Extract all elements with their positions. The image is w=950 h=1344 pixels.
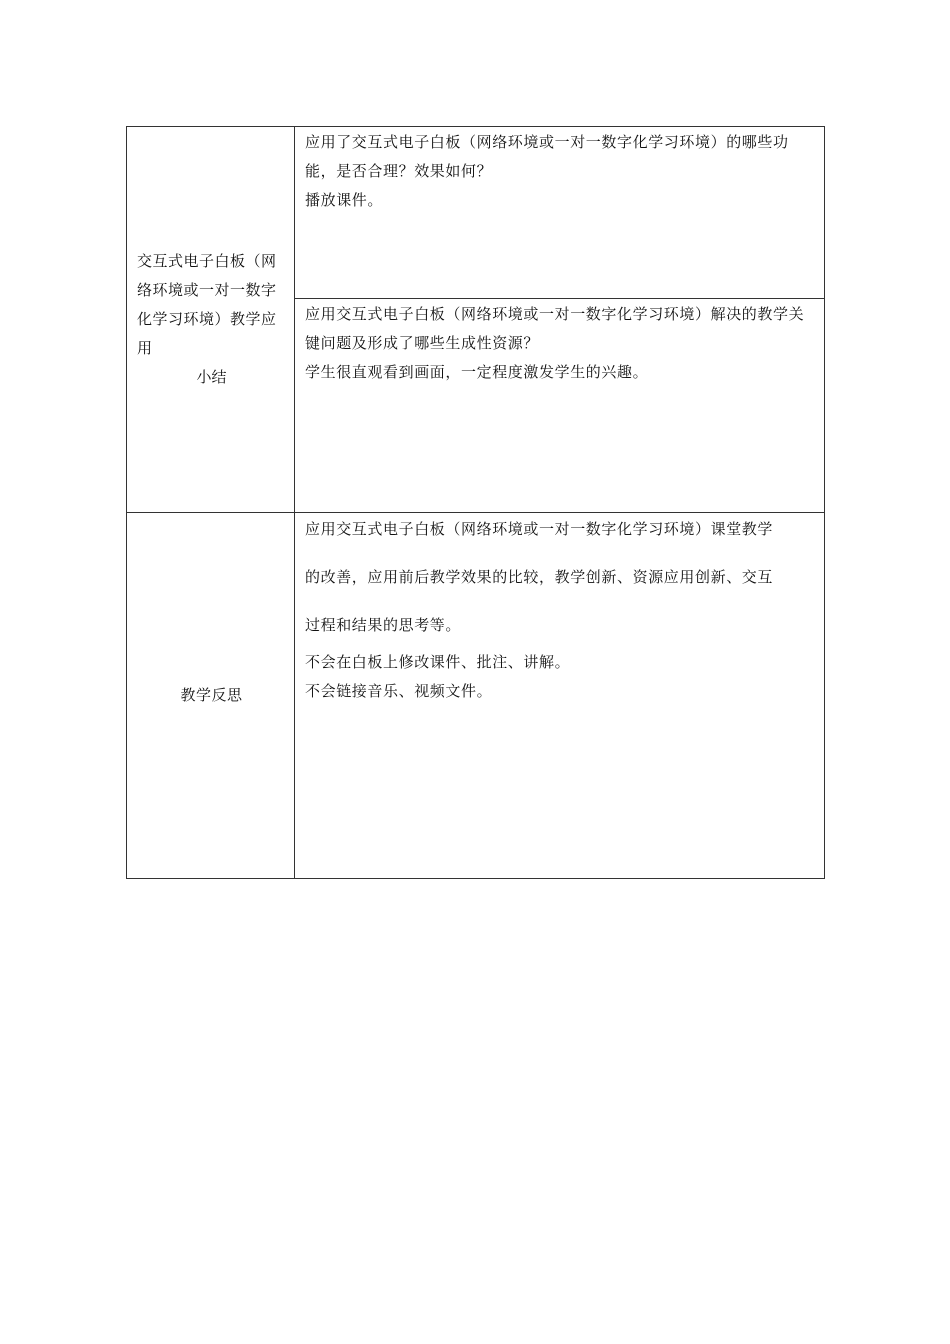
reflection-answer-line: 不会链接音乐、视频文件。 <box>305 682 493 700</box>
table-row <box>127 127 825 299</box>
lesson-summary-table <box>126 126 825 879</box>
whiteboard-summary-label-cell <box>127 127 295 513</box>
summary-sublabel: 小结 <box>196 368 227 386</box>
functions-cell <box>295 127 825 299</box>
key-problems-answer: 学生很直观看到画面，一定程度激发学生的兴趣。 <box>305 363 649 381</box>
reflection-answer-line: 不会在白板上修改课件、批注、讲解。 <box>305 653 571 671</box>
reflection-label: 教学反思 <box>180 686 243 704</box>
functions-question: 应用了交互式电子白板（网络环境或一对一数字化学习环境）的哪些功能，是否合理？效果如何？ <box>305 133 789 180</box>
key-problems-question: 应用交互式电子白板（网络环境或一对一数字化学习环境）解决的教学关键问题及形成了哪些生成性资源？ <box>305 305 805 352</box>
table-row <box>127 513 825 879</box>
reflection-question-line: 过程和结果的思考等。 <box>305 616 462 634</box>
key-problems-cell <box>295 299 825 513</box>
whiteboard-summary-label: 交互式电子白板（网络环境或一对一数字化学习环境）教学应用 <box>137 252 277 357</box>
reflection-label-cell <box>127 513 295 879</box>
reflection-cell <box>295 513 825 879</box>
reflection-question-line: 的改善，应用前后教学效果的比较，教学创新、资源应用创新、交互 <box>305 568 774 586</box>
reflection-question-line: 应用交互式电子白板（网络环境或一对一数字化学习环境）课堂教学 <box>305 520 774 538</box>
functions-answer: 播放课件。 <box>305 191 384 209</box>
